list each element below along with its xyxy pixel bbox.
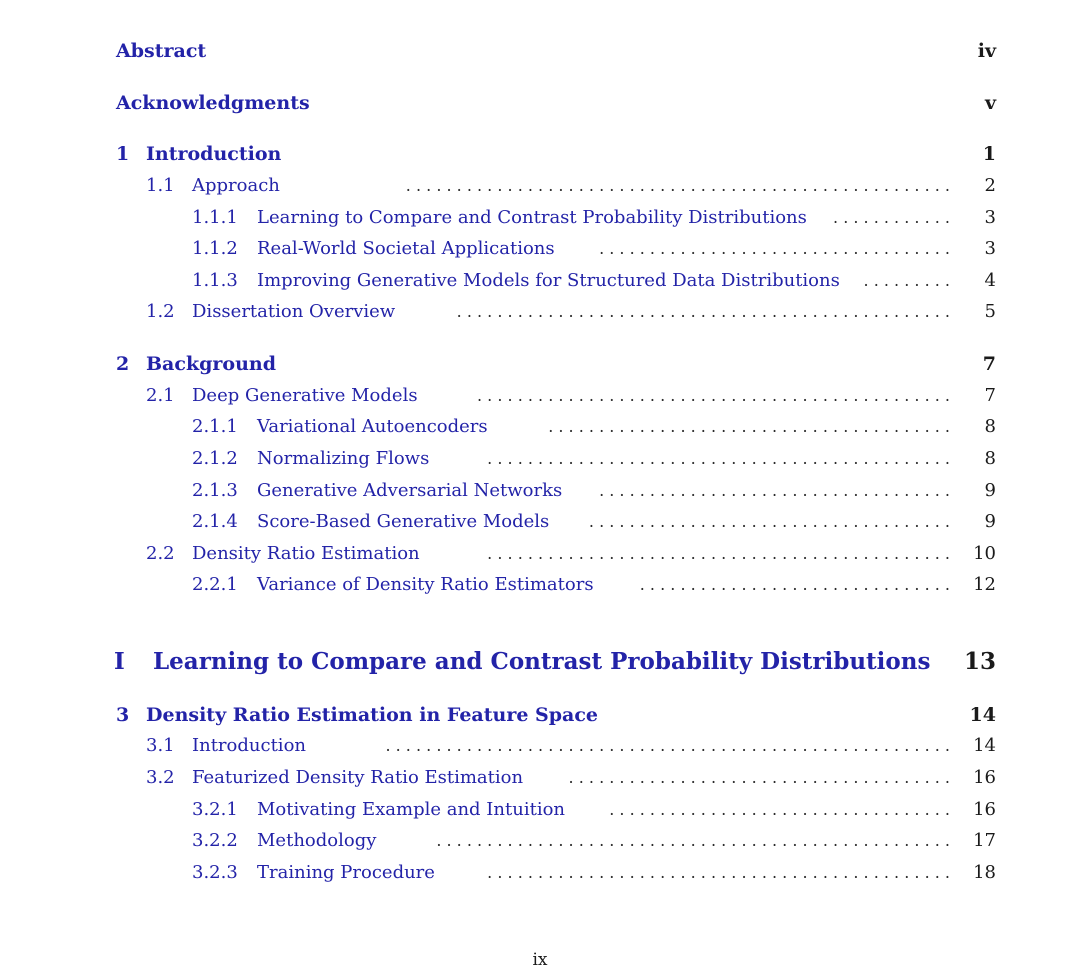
toc-link[interactable]: Abstract — [116, 40, 207, 62]
toc-number[interactable]: 2.2 — [146, 543, 175, 564]
leader-dots: . . . . . . . . . . . . . . . . . . . . . . . . . . . . . . . . . . . — [599, 481, 950, 500]
toc-entry-section[interactable] — [0, 171, 1080, 201]
toc-page: 7 — [984, 385, 996, 406]
toc-page: 17 — [973, 830, 996, 851]
toc-entry-section[interactable] — [0, 731, 1080, 761]
toc-page: 13 — [963, 648, 996, 675]
toc-page: 7 — [982, 353, 996, 375]
toc-page: 1 — [982, 143, 996, 165]
toc-page: 18 — [973, 862, 996, 883]
toc-number[interactable]: I — [114, 648, 125, 675]
toc-entry-subsection[interactable] — [0, 234, 1080, 264]
toc-page: 16 — [973, 799, 996, 820]
toc-link[interactable]: Deep Generative Models — [192, 385, 418, 406]
toc-entry-subsection[interactable] — [0, 507, 1080, 537]
toc-link[interactable]: Dissertation Overview — [192, 301, 396, 322]
toc-number[interactable]: 3.1 — [146, 735, 175, 756]
toc-entry-subsection[interactable] — [0, 476, 1080, 506]
toc-page: v — [984, 92, 996, 114]
toc-page: iv — [977, 40, 996, 62]
toc-page: 8 — [984, 416, 996, 437]
toc-page: 16 — [973, 767, 996, 788]
toc-link[interactable]: Normalizing Flows — [257, 448, 430, 469]
toc-entry-abstract[interactable] — [0, 36, 1080, 66]
leader-dots: . . . . . . . . . . . . . . . . . . . . . . . . . . . . . . . . . . . . . . . . . . . . . . . . . . . — [436, 831, 950, 850]
toc-page: 5 — [984, 301, 996, 322]
toc-link[interactable]: Score-Based Generative Models — [257, 511, 550, 532]
toc-number[interactable]: 2.1 — [146, 385, 175, 406]
toc-entry-subsection[interactable] — [0, 444, 1080, 474]
toc-entry-section[interactable] — [0, 381, 1080, 411]
leader-dots: . . . . . . . . . . . . . . . . . . . . . . . . . . . . . . . . . . . . . . . . . . . . . . — [487, 863, 950, 882]
toc-number[interactable]: 1.1.2 — [192, 238, 238, 259]
toc-entry-acknowledgments[interactable] — [0, 88, 1080, 118]
toc-link[interactable]: Acknowledgments — [116, 92, 310, 114]
toc-link[interactable]: Real-World Societal Applications — [257, 238, 555, 259]
toc-link[interactable]: Improving Generative Models for Structured Data Distributions — [257, 270, 840, 291]
leader-dots: . . . . . . . . . . . . . . . . . . . . . . . . . . . . . . . . . . . . . . . . . . . . . . . — [477, 386, 950, 405]
toc-number[interactable]: 3 — [116, 704, 130, 726]
leader-dots: . . . . . . . . . . . . . . . . . . . . . . . . . . . . . . . . . . . — [599, 239, 950, 258]
toc-page: 3 — [984, 238, 996, 259]
toc-link[interactable]: Learning to Compare and Contrast Probability Distributions — [257, 207, 807, 228]
toc-link[interactable]: Introduction — [192, 735, 306, 756]
toc-link[interactable]: Density Ratio Estimation in Feature Space — [146, 704, 599, 726]
leader-dots: . . . . . . . . . — [863, 271, 950, 290]
toc-number[interactable]: 2.1.1 — [192, 416, 238, 437]
leader-dots: . . . . . . . . . . . . . . . . . . . . . . . . . . . . . . . . . . . . . . . . . . . . . . . . . . . . . . . . — [385, 736, 950, 755]
leader-dots: . . . . . . . . . . . . . . . . . . . . . . . . . . . . . . . — [639, 575, 950, 594]
toc-link[interactable]: Training Procedure — [257, 862, 435, 883]
toc-page: 8 — [984, 448, 996, 469]
toc-link[interactable]: Approach — [192, 175, 280, 196]
toc-link[interactable]: Variational Autoencoders — [257, 416, 488, 437]
leader-dots: . . . . . . . . . . . . . . . . . . . . . . . . . . . . . . . . . . . . . . . . . . . . . . . . . . . . . . — [405, 176, 950, 195]
leader-dots: . . . . . . . . . . . . . . . . . . . . . . . . . . . . . . . . . . — [609, 800, 950, 819]
toc-page: 12 — [973, 574, 996, 595]
toc-number[interactable]: 2.1.3 — [192, 480, 238, 501]
toc-entry-subsection[interactable] — [0, 826, 1080, 856]
toc-number[interactable]: 2.1.2 — [192, 448, 238, 469]
toc-entry-chapter-3[interactable] — [0, 700, 1080, 730]
toc-number[interactable]: 1.1 — [146, 175, 175, 196]
toc-page: 9 — [984, 511, 996, 532]
toc-number[interactable]: 2.2.1 — [192, 574, 238, 595]
toc-page: 2 — [984, 175, 996, 196]
toc-entry-subsection[interactable] — [0, 570, 1080, 600]
toc-number[interactable]: 3.2.1 — [192, 799, 238, 820]
toc-page: 14 — [969, 704, 996, 726]
toc-link[interactable]: Methodology — [257, 830, 377, 851]
toc-link[interactable]: Featurized Density Ratio Estimation — [192, 767, 524, 788]
toc-link[interactable]: Variance of Density Ratio Estimators — [257, 574, 594, 595]
toc-number[interactable]: 1 — [116, 143, 130, 165]
toc-entry-subsection[interactable] — [0, 858, 1080, 888]
toc-link[interactable]: Learning to Compare and Contrast Probability Distributions — [153, 648, 931, 675]
toc-entry-section[interactable] — [0, 297, 1080, 327]
toc-entry-subsection[interactable] — [0, 266, 1080, 296]
leader-dots: . . . . . . . . . . . . . . . . . . . . . . . . . . . . . . . . . . . . — [588, 512, 950, 531]
toc-number[interactable]: 3.2 — [146, 767, 175, 788]
toc-entry-section[interactable] — [0, 763, 1080, 793]
leader-dots: . . . . . . . . . . . . . . . . . . . . . . . . . . . . . . . . . . . . . . . . . . . . . . — [487, 544, 950, 563]
toc-link[interactable]: Motivating Example and Intuition — [257, 799, 566, 820]
toc-entry-chapter-2[interactable] — [0, 349, 1080, 379]
toc-number[interactable]: 3.2.2 — [192, 830, 238, 851]
toc-page: 9 — [984, 480, 996, 501]
leader-dots: . . . . . . . . . . . . — [833, 208, 950, 227]
toc-page: 4 — [984, 270, 996, 291]
page-number: ix — [532, 950, 548, 970]
toc-link[interactable]: Density Ratio Estimation — [192, 543, 420, 564]
leader-dots: . . . . . . . . . . . . . . . . . . . . . . . . . . . . . . . . . . . . . . — [568, 768, 950, 787]
toc-number[interactable]: 1.2 — [146, 301, 175, 322]
toc-number[interactable]: 1.1.1 — [192, 207, 238, 228]
toc-link[interactable]: Background — [146, 353, 276, 375]
toc-number[interactable]: 2.1.4 — [192, 511, 238, 532]
leader-dots: . . . . . . . . . . . . . . . . . . . . . . . . . . . . . . . . . . . . . . . . . . . . . . . . . — [456, 302, 950, 321]
toc-page: 14 — [973, 735, 996, 756]
toc-entry-subsection[interactable] — [0, 412, 1080, 442]
toc-entry-section[interactable] — [0, 539, 1080, 569]
leader-dots: . . . . . . . . . . . . . . . . . . . . . . . . . . . . . . . . . . . . . . . . . . . . . . — [487, 449, 950, 468]
toc-number[interactable]: 1.1.3 — [192, 270, 238, 291]
toc-page: 10 — [973, 543, 996, 564]
toc-entry-subsection[interactable] — [0, 203, 1080, 233]
toc-entry-subsection[interactable] — [0, 795, 1080, 825]
toc-entry-part-1[interactable] — [0, 645, 1080, 679]
toc-number[interactable]: 2 — [116, 353, 130, 375]
toc-link[interactable]: Generative Adversarial Networks — [257, 480, 563, 501]
toc-link[interactable]: Introduction — [146, 143, 282, 165]
toc-page: 3 — [984, 207, 996, 228]
leader-dots: . . . . . . . . . . . . . . . . . . . . . . . . . . . . . . . . . . . . . . . . — [548, 417, 950, 436]
toc-number[interactable]: 3.2.3 — [192, 862, 238, 883]
toc-entry-chapter-1[interactable] — [0, 139, 1080, 169]
